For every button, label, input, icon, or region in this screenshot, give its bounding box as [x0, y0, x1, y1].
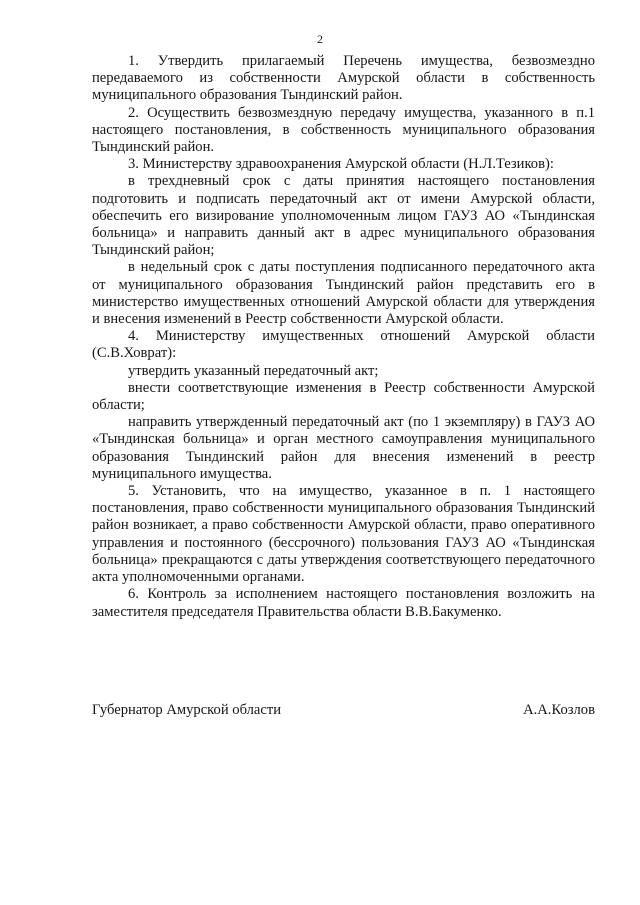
page-number: 2 [317, 32, 323, 46]
paragraph-4-item-3: направить утвержденный передаточный акт (по 1 экземпляру) в ГАУЗ АО «Тындинская больница» и орган местного самоуправления муниципального образования Тындинский район для внесения изменений в реестр муниципального имущества. [92, 414, 595, 482]
paragraph-4-item-1: утвердить указанный передаточный акт; [128, 362, 379, 379]
signature-block [92, 702, 595, 719]
paragraph-6: 6. Контроль за исполнением настоящего постановления возложить на заместителя председателя Правительства области В.В.Бакуменко. [92, 586, 595, 620]
signatory-name: А.А.Козлов [523, 702, 595, 718]
paragraph-4-item-2: внести соответствующие изменения в Реестр собственности Амурской области; [92, 379, 595, 414]
paragraph-3-item-1: в трехдневный срок с даты принятия настоящего постановления подготовить и подписать передаточный акт от имени Амурской области, обеспечить его визирование уполномоченным лицом ГАУЗ АО «Тындинская больница» и направить данный акт в адрес муниципального образования Тындинский район; [92, 173, 595, 259]
paragraph-2: 2. Осуществить безвозмездную передачу имущества, указанного в п.1 настоящего постановления, в собственность муниципального образования Тындинский район. [92, 104, 595, 156]
paragraph-1: 1. Утвердить прилагаемый Перечень имущества, безвозмездно передаваемого из собственности Амурской области в собственность муниципального образования Тындинский район. [92, 53, 595, 104]
paragraph-3-item-2: в недельный срок с даты поступления подписанного передаточного акта от муниципального образования Тындинский район представить его в министерство имущественных отношений Амурской области для утверждения и внесения изменений в Реестр собственности Амурской области. [92, 259, 595, 328]
paragraph-5: 5. Установить, что на имущество, указанное в п. 1 настоящего постановления, право собственности муниципального образования Тындинский район возникает, а право собственности Амурской области, право оперативного управления и постоянного (бессрочного) пользования ГАУЗ АО «Тындинская больница» прекращаются с даты утверждения соответствующего передаточного акта уполномоченными органами. [92, 483, 595, 586]
document-body [92, 53, 595, 621]
paragraph-3: 3. Министерству здравоохранения Амурской области (Н.Л.Тезиков): [128, 156, 554, 173]
paragraph-4: 4. Министерству имущественных отношений Амурской области (С.В.Ховрат): [92, 328, 595, 362]
signatory-position: Губернатор Амурской области [92, 702, 282, 718]
